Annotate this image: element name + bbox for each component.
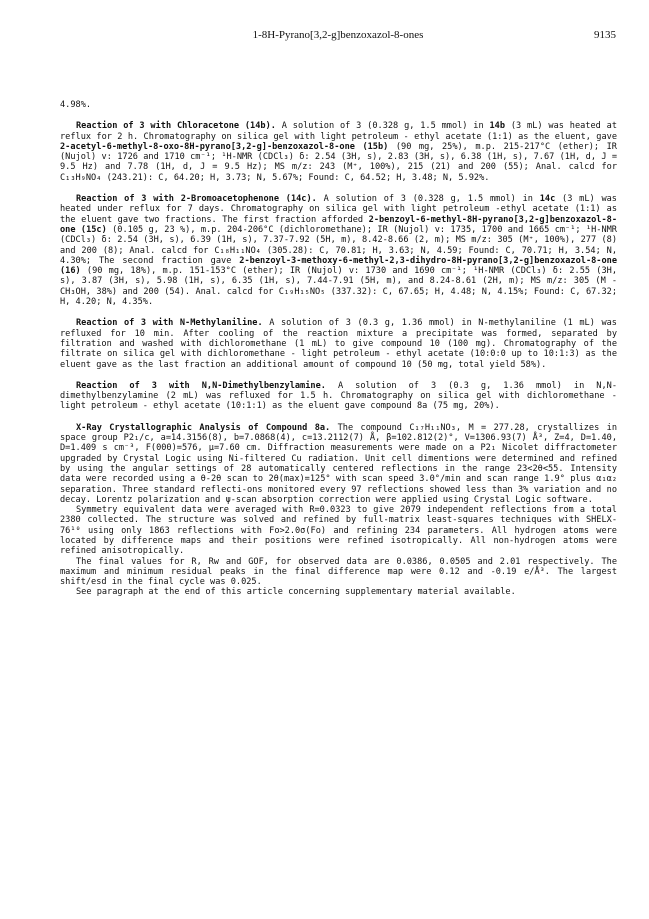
text: The final values for R, Rw and GOF, for observed data are 0.0386, 0.0505 and 2.01 respectively. The maximum and minimum residual peaks in the final difference map were 0.12 and -0.19 e/Å³. The largest shift/esd in the final cycle was 0.025. (60, 556, 617, 588)
text: A solution of 3 (0.3 g, 1.36 mmol) in N,N-dimethylbenzylamine (2 mL) was refluxed for 1.5 h. Chromatography on silica gel with dichloromethane - light petroleum - ethyl acetate (10:1:1) as the eluent gave compound 8a (75 mg, 20%). (60, 380, 617, 412)
running-title: 1-8H-Pyrano[3,2-g]benzoxazol-8-ones (252, 29, 424, 41)
paragraph-symmetry (60, 505, 617, 556)
paragraph-xray (60, 423, 617, 505)
text: Symmetry equivalent data were averaged with R=0.0323 to give 2079 independent reflections from a total 2380 collected. The structure was solved and refined by full-matrix least-squares techniques with SHELX-76¹⁰ using only 1863 reflections with Fo>2.0σ(Fo) and refining 234 parameters. All hydrogen atoms were located by difference maps and their positions were refined isotropically. All non-hydrogen atoms were refined anisotropically. (60, 505, 617, 557)
text: (90 mg, 25%), m.p. 215-217°C (ether); IR (Nujol) v: 1726 and 1710 cm⁻¹; ¹H-NMR (CDCl₃) δ: 2.54 (3H, s), 2.83 (3H, s), 6.38 (1H, s), 7.67 (1H, d, J = 9.5 Hz) and 7.78 (1H, d, J = 9.5 Hz); MS m/z: 243 (M⁺, 100%), 215 (21) and 200 (55); Anal. calcd for C₁₃H₉NO₄ (243.21): C, 64.20; H, 3.73; N, 5.67%; Found: C, 64.52; H, 3.48; N, 5.92%. (60, 141, 617, 183)
text: The compound C₁₇H₁₁NO₃, M = 277.28, crystallizes in space group P2₁/c, a=14.3156(8), b=7.0868(4), c=13.2112(7) Å, β=102.812(2)°, V=1306.93(7) Å³, Z=4, D=1.40, D=1.409 s cm⁻³, F(000)=576, µ=7.60 cm. Diffraction measurements were made on a P2₁ Nicolet diffractometer upgraded by Crystal Logic using Ni-filtered Cu radiation. Unit cell dimentions were determined and refined by using the angular settings of 28 automatically centered reflections in the range 23<2θ<55. Intensity data were recorded using a θ-2θ scan to 2θ(max)=125° with scan speed 3.0°/min and scan range 1.9° plus α₁α₂ separation. Three standard reflecti-ons monitored every 97 reflections showed less than 3% variation and no decay. Lorentz polarization and ψ-scan absorption correction were applied using Crystal Logic software. (60, 422, 617, 505)
paragraph-final-values (60, 557, 617, 588)
compound-name-16: 2-benzoyl-3-methoxy-6-methyl-2,3-dihydro-8H-pyrano[3,2-g]benzoxazol-8-one (16) (60, 255, 617, 277)
compound-name-15c: 2-benzoyl-6-methyl-8H-pyrano[3,2-g]benzoxazol-8-one (15c) (60, 214, 617, 235)
paragraph-reaction-14c (60, 194, 617, 307)
reagent-14c: 14c (539, 194, 556, 205)
paragraph-tail (60, 100, 617, 110)
section-heading-dimethylbenzylamine: Reaction of 3 with N,N-Dimethylbenzylamine. (76, 380, 326, 391)
article-body (60, 100, 617, 598)
section-heading-14c: Reaction of 3 with 2-Bromoacetophenone (14c). (76, 194, 317, 205)
text: (3 mL) was heated at reflux for 2 h. Chromatography on silica gel with light petroleum - ethyl acetate (1:1) as the eluent, gave (60, 121, 617, 142)
paragraph-dimethylbenzylamine (60, 381, 617, 412)
reagent-14b: 14b (489, 121, 506, 132)
running-header (60, 29, 616, 45)
page-number: 9135 (594, 29, 616, 41)
tail-text: 4.98%. (60, 100, 92, 110)
paragraph-n-methylaniline (60, 318, 617, 369)
text: A solution of 3 (0.328 g, 1.5 mmol) in (316, 194, 540, 205)
text: A solution of 3 (0.3 g, 1.36 mmol) in N-methylaniline (1 mL) was refluxed for 10 min. After cooling of the reaction mixture a precipitate was formed, separated by filtration and washed with dichloromethane (1 mL) to give compound 10 (100 mg). Chromatography of the filtrate on silica gel with dichloromethane - light petroleum - ethyl acetate (10:0:0 up to 10:1:3) as the eluent gave as the last fraction an additional amount of compound 10 (50 mg, total yield 58%). (60, 318, 617, 370)
section-heading-n-methylaniline: Reaction of 3 with N-Methylaniline. (76, 318, 263, 329)
text: (3 mL) was heated under reflux for 7 days. Chromatography on silica gel with light petroleum -ethyl acetate (1:1) as the eluent gave two fractions. The first fraction afforded (60, 194, 617, 225)
section-heading-xray: X-Ray Crystallographic Analysis of Compound 8a. (76, 422, 331, 433)
compound-name-15b: 2-acetyl-6-methyl-8-oxo-8H-pyrano[3,2-g]-benzoxazol-8-one (15b) (60, 141, 389, 152)
text: A solution of 3 (0.328 g, 1.5 mmol) in (275, 121, 490, 132)
text: See paragraph at the end of this article concerning supplementary material available. (76, 587, 516, 598)
text: (0.105 g, 23 %), m.p. 204-206°C (dichloromethane); IR (Nujol) v: 1735, 1700 and 1665 cm⁻¹; ¹H-NMR (CDCl₃) δ: 2.54 (3H, s), 6.39 (1H, s), 7.37-7.92 (5H, m), 8.42-8.66 (2, m); MS m/z: 305 (M⁺, 100%), 277 (8) and 200 (8); Anal. calcd for C₁₈H₁₁NO₄ (305.28): C, 70.81; H, 3.63; N, 4.59; Found: C, 70.71; H, 3.54; N, 4.30%; The second fraction gave (60, 224, 617, 266)
text: (90 mg, 18%), m.p. 151-153°C (ether); IR (Nujol) v: 1730 and 1690 cm⁻¹; ¹H-NMR (CDCl₃) δ: 2.55 (3H, s), 3.87 (3H, s), 5.98 (1H, s), 6.35 (1H, s), 7.44-7.91 (5H, m), and 8.24-8.61 (2H, m); MS m/z: 305 (M - CH₃OH, 38%) and 200 (54). Anal. calcd for C₁₉H₁₅NO₅ (337.32): C, 67.65; H, 4.48; N, 4.15%; Found: C, 67.32; H, 4.20; N, 4.35%. (60, 266, 617, 308)
paragraph-reaction-14b (60, 121, 617, 183)
section-heading-14b: Reaction of 3 with Chloracetone (14b). (76, 121, 276, 132)
paragraph-supplementary (60, 587, 617, 597)
